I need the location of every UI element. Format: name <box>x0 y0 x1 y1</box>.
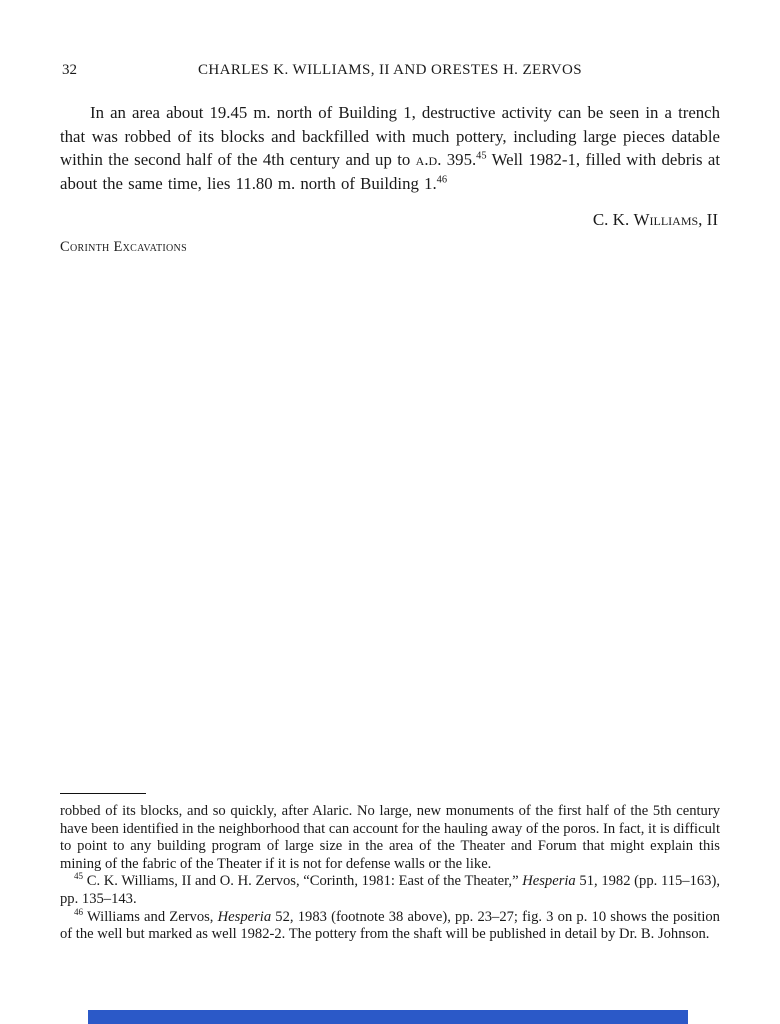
footnote-46 <box>60 906 720 944</box>
bottom-blue-bar <box>88 1010 688 1024</box>
author-affiliation: Corinth Excavations <box>60 239 187 255</box>
footnote-45-text: 51, 1982 (pp. 115–163), pp. 135–143. <box>60 873 720 907</box>
signature-segment: C. K. <box>592 210 634 229</box>
body-text-segment: Well 1982-1, filled with debris at about the same time, lies 11.80 m. north of Building 1. <box>60 150 720 193</box>
footnote-continuation: robbed of its blocks, and so quickly, after Alaric. No large, new monuments of the first half of the 5th century have been identified in the neighborhood that can account for the hauling away of the poros. In fact, it is difficult to point to any building program of large size in the area of the Theater and Forum that might explain this mining of the fabric of the Theater if it is not for defense walls or the like. <box>60 803 720 872</box>
body-text-segment: In an area about 19.45 m. north of Building 1, destructive activity can be seen in a trench that was robbed of its blocks and backfilled with much pottery, including large pieces datable within the second half of the 4th century and up to <box>60 103 720 169</box>
blank-area <box>60 256 720 793</box>
footnote-ref-46: 46 <box>436 173 448 185</box>
footnotes-block <box>60 803 720 944</box>
page-header <box>60 62 720 80</box>
signature-surname: Williams <box>633 210 699 229</box>
running-head-title: CHARLES K. WILLIAMS, II AND ORESTES H. ZERVOS <box>197 62 583 78</box>
footnote-46-text: 52, 1983 (footnote 38 above), pp. 23–27; fig. 3 on p. 10 shows the position of the well but marked as well 1982-2. The pottery from the shaft will be published in detail by Dr. B. Johnson. <box>60 908 720 943</box>
footnote-45-number: 45 <box>74 871 84 882</box>
body-paragraph <box>60 101 720 195</box>
footnote-45-journal: Hesperia <box>522 873 576 890</box>
footnote-46-number: 46 <box>74 906 84 917</box>
footnote-46-journal: Hesperia <box>217 908 272 925</box>
footnote-45 <box>60 873 720 908</box>
footnote-separator-rule <box>60 793 146 794</box>
signature-segment: , II <box>698 210 718 229</box>
body-smallcaps-ad: a.d. <box>415 150 442 169</box>
author-signature <box>60 210 720 230</box>
body-text-segment: 395. <box>441 150 477 169</box>
footnote-46-text: Williams and Zervos, <box>83 908 218 925</box>
footnote-ref-45: 45 <box>476 150 487 162</box>
page-number: 32 <box>62 62 77 78</box>
footnote-45-text: C. K. Williams, II and O. H. Zervos, “Corinth, 1981: East of the Theater,” <box>83 873 523 890</box>
